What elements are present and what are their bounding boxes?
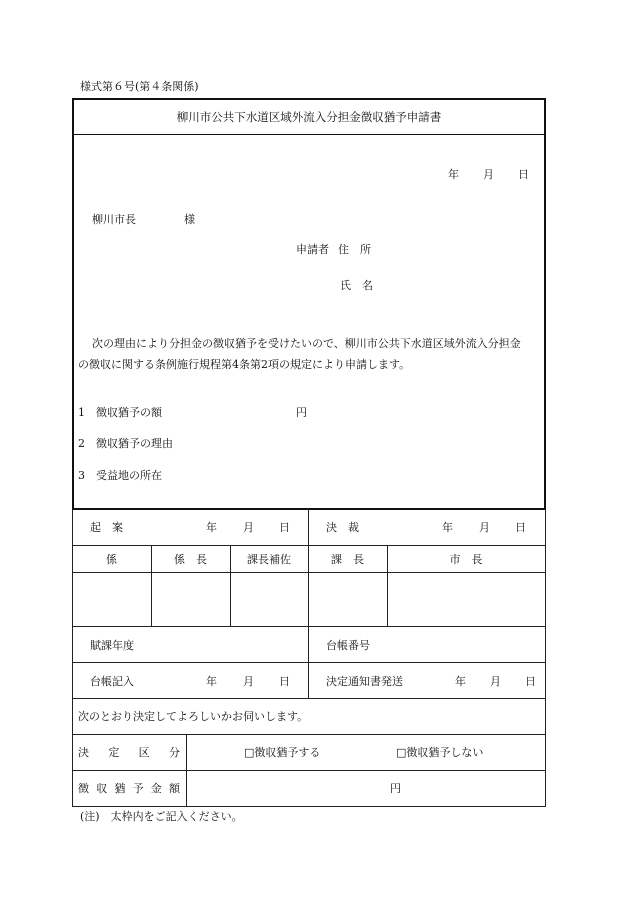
table-line <box>72 572 546 573</box>
role-staff: 係 <box>106 553 117 566</box>
ledger-entry-label: 台帳記入 <box>90 675 134 688</box>
item-3-label: 受益地の所在 <box>96 469 162 482</box>
notice-sent-label: 決定通知書発送 <box>326 675 403 688</box>
form-title: 柳川市公共下水道区域外流入分担金徴収猶予申請書 <box>176 110 442 124</box>
table-line <box>72 770 546 771</box>
option-deny-checkbox[interactable]: □徴収猶予しない <box>396 746 484 759</box>
deferral-amount-label <box>78 783 180 794</box>
table-line <box>72 662 546 663</box>
table-line <box>545 510 546 806</box>
item-1-label: 徴収猶予の額 <box>96 406 162 419</box>
decision-type-char: 分 <box>168 746 180 759</box>
body-text-line2: の徴収に関する条例施行規程第4条第2項の規定により申請します。 <box>78 358 411 371</box>
draft-day: 日 <box>279 521 290 534</box>
table-line <box>72 806 546 807</box>
application-box <box>72 98 546 510</box>
notice-sent-year: 年 <box>455 675 466 688</box>
table-line <box>186 734 187 806</box>
item-3-no: 3 <box>78 469 85 482</box>
item-2-no: 2 <box>78 437 85 450</box>
date-day: 日 <box>518 168 529 181</box>
ledger-entry-year: 年 <box>206 675 217 688</box>
item-2-label: 徴収猶予の理由 <box>96 437 173 450</box>
table-line <box>72 698 546 699</box>
date-year: 年 <box>448 168 459 181</box>
role-manager: 課 長 <box>331 553 364 566</box>
role-chief: 係 長 <box>174 553 207 566</box>
notice-sent-day: 日 <box>525 675 536 688</box>
decision-month: 月 <box>479 521 490 534</box>
footer-note: (注) 太枠内をご記入ください。 <box>80 810 243 823</box>
body-text-line1: 次の理由により分担金の徴収猶予を受けたいので、柳川市公共下水道区域外流入分担金 <box>92 337 521 350</box>
title-divider <box>74 134 544 135</box>
decision-day: 日 <box>515 521 526 534</box>
request-text: 次のとおり決定してよろしいかお伺いします。 <box>78 710 309 723</box>
tax-year-label: 賦課年度 <box>90 639 134 652</box>
deferral-amount-char: 金 <box>150 782 162 795</box>
date-month: 月 <box>483 168 494 181</box>
notice-sent-month: 月 <box>490 675 501 688</box>
decision-type-char: 定 <box>108 746 120 759</box>
addressee: 柳川市長 <box>92 213 136 226</box>
role-assistant-manager: 課長補佐 <box>247 553 291 566</box>
deferral-amount-char: 予 <box>132 782 144 795</box>
decision-type-char: 区 <box>138 746 150 759</box>
deferral-amount-char: 徴 <box>78 782 89 795</box>
table-line <box>308 510 309 698</box>
draft-month: 月 <box>243 521 254 534</box>
table-line <box>72 734 546 735</box>
deferral-amount-char: 額 <box>168 782 180 795</box>
applicant-label: 申請者 <box>296 243 329 256</box>
deferral-amount-char: 猶 <box>114 782 126 795</box>
ledger-number-label: 台帳番号 <box>326 639 370 652</box>
item-1-no: 1 <box>78 406 85 419</box>
decision-year: 年 <box>442 521 453 534</box>
item-1-unit: 円 <box>296 406 307 419</box>
option-grant-checkbox[interactable]: □徴収猶予する <box>244 746 321 759</box>
ledger-entry-day: 日 <box>279 675 290 688</box>
role-mayor: 市 長 <box>449 553 483 566</box>
deferral-amount-char: 収 <box>96 782 108 795</box>
honorific: 様 <box>184 213 195 226</box>
name-label: 氏 名 <box>340 279 373 292</box>
decision-type-label <box>78 747 180 758</box>
form-number: 様式第６号(第４条関係) <box>80 80 199 93</box>
draft-label: 起 案 <box>90 521 123 534</box>
draft-year: 年 <box>206 521 217 534</box>
deferral-amount-yen: 円 <box>390 782 401 795</box>
decision-label: 決 裁 <box>326 521 359 534</box>
table-line <box>72 545 546 546</box>
table-line <box>72 626 546 627</box>
address-label: 住 所 <box>338 243 371 256</box>
ledger-entry-month: 月 <box>243 675 254 688</box>
decision-type-char: 決 <box>78 746 89 759</box>
